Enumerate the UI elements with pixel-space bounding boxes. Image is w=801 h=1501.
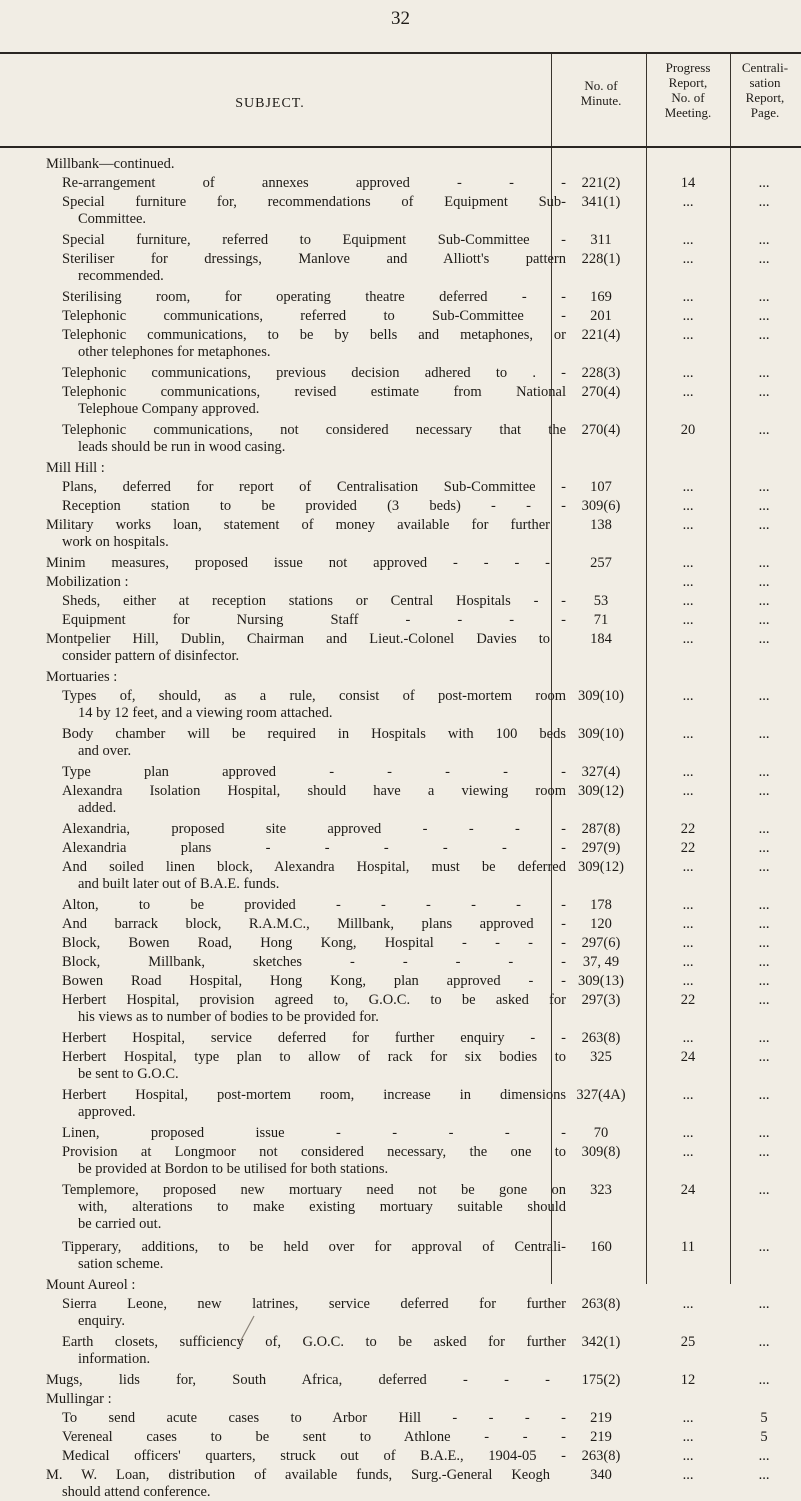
row-subject-line: Herbert Hospital, post-mortem room, increase in dimensions [62,1087,566,1103]
header-minute-line: Minute. [580,93,622,108]
row-minute: 263(8) [581,1448,621,1464]
row-minute: 297(6) [581,935,621,951]
row-central: ... [758,973,770,989]
row-subject-line: Reception station to be provided (3 beds) - - - [62,498,566,514]
row-central: ... [758,764,770,780]
row-central: ... [758,954,770,970]
header-report-line: No. of [671,90,705,105]
row-subject [62,384,566,418]
row-subject [62,1087,566,1121]
row-report: ... [682,935,694,951]
row-report: 14 [680,175,696,191]
row-subject [62,859,566,893]
row-minute: 221(4) [581,327,621,343]
row-subject-line: Alexandra Isolation Hospital, should have a viewing room [62,783,566,799]
row-minute: 178 [590,897,612,913]
row-subject [62,973,566,990]
row-minute: 297(9) [581,840,621,856]
row-minute: 37, 49 [582,954,620,970]
header-central [732,60,798,120]
row-subject [46,574,550,591]
row-subject-line: Sheds, either at reception stations or Central Hospitals - - [62,593,566,609]
row-report: ... [682,479,694,495]
row-central: ... [758,175,770,191]
row-subject-line: Re-arrangement of annexes approved - - - [62,175,566,191]
row-subject [62,1030,566,1047]
row-subject-line: Body chamber will be required in Hospitals with 100 beds [62,726,566,742]
row-subject-line: and over. [78,743,132,759]
row-central: ... [758,251,770,267]
row-minute: 287(8) [581,821,621,837]
row-subject [62,897,566,914]
row-report: ... [682,1296,694,1312]
row-subject-line: be provided at Bordon to be utilised for both stations. [78,1161,389,1177]
row-report: ... [682,1087,694,1103]
row-minute: 169 [590,289,612,305]
row-subject [62,251,566,285]
row-subject-line: Herbert Hospital, type plan to allow of rack for six bodies to [62,1049,566,1065]
top-rule [0,52,801,54]
row-central: ... [758,1467,770,1483]
row-subject [62,1049,566,1083]
row-subject [62,688,566,722]
row-minute: 107 [590,479,612,495]
row-subject-line: Military works loan, statement of money available for further [46,517,550,533]
row-subject-line: Mount Aureol : [46,1277,136,1293]
row-report: ... [682,783,694,799]
row-report: ... [682,1144,694,1160]
row-subject-line: should attend conference. [62,1484,211,1500]
row-report: ... [682,384,694,400]
row-minute: 309(10) [578,688,624,704]
row-report: 22 [680,840,696,856]
row-central: ... [758,1049,770,1065]
row-subject-line: Herbert Hospital, service deferred for further enquiry - - [62,1030,566,1046]
row-central: ... [758,821,770,837]
row-report: ... [682,498,694,514]
row-report: ... [682,954,694,970]
row-subject-line: Telephonic communications, revised estimate from National [62,384,566,400]
row-subject [62,935,566,952]
row-report: ... [682,194,694,210]
row-subject-line: Telephonic communications, previous decision adhered to . - [62,365,566,381]
row-report: ... [682,555,694,571]
row-subject-line: Alexandria, proposed site approved - - - - [62,821,566,837]
row-minute: 219 [590,1429,612,1445]
row-minute: 120 [590,916,612,932]
row-subject-line: Linen, proposed issue - - - - - [62,1125,566,1141]
row-subject [62,840,566,857]
row-subject [46,517,550,551]
row-subject-line: To send acute cases to Arbor Hill - - - - [62,1410,566,1426]
row-minute: 53 [593,593,609,609]
row-subject [62,1334,566,1368]
row-subject-line: Provision at Longmoor not considered necessary, the one to [62,1144,566,1160]
header-central-line: sation [749,75,781,90]
row-subject-line: Vereneal cases to be sent to Athlone - - - [62,1429,566,1445]
row-report: ... [682,1410,694,1426]
row-subject-line: Mobilization : [46,574,129,590]
row-minute: 221(2) [581,175,621,191]
row-minute: 325 [590,1049,612,1065]
row-report: 22 [680,821,696,837]
row-subject-line: Medical officers' quarters, struck out of B.A.E., 1904-05 - [62,1448,566,1464]
row-central: ... [758,289,770,305]
row-report: ... [682,1429,694,1445]
row-subject [62,479,566,496]
row-central: ... [758,365,770,381]
row-central: ... [758,498,770,514]
row-subject [62,1144,566,1178]
row-subject [62,593,566,610]
row-central: ... [758,574,770,590]
row-subject [62,365,566,382]
row-central: ... [758,308,770,324]
row-subject-line: And soiled linen block, Alexandra Hospital, must be deferred [62,859,566,875]
row-subject-line: and built later out of B.A.E. funds. [78,876,280,892]
row-subject-line: consider pattern of disinfector. [62,648,240,664]
row-minute: 270(4) [581,384,621,400]
row-subject-line: approved. [78,1104,136,1120]
row-central: ... [758,517,770,533]
row-central: ... [758,327,770,343]
row-report: ... [682,897,694,913]
row-report: 12 [680,1372,696,1388]
row-subject-line: with, alterations to make existing mortuary suitable should [78,1199,566,1215]
row-central: ... [758,1144,770,1160]
row-report: ... [682,1125,694,1141]
row-subject [62,1410,566,1427]
row-subject [62,612,566,629]
row-subject-line: Telephonic communications, not considered necessary that the [62,422,566,438]
row-subject [62,1125,566,1142]
row-subject [62,916,566,933]
row-report: ... [682,688,694,704]
row-minute: 70 [593,1125,609,1141]
row-central: ... [758,783,770,799]
row-subject-line: And barrack block, R.A.M.C., Millbank, plans approved - [62,916,566,932]
row-subject-line: enquiry. [78,1313,125,1329]
row-minute: 341(1) [581,194,621,210]
row-subject-line: Montpelier Hill, Dublin, Chairman and Lieut.-Colonel Davies to [46,631,550,647]
row-subject [62,308,566,325]
row-central: ... [758,1334,770,1350]
row-minute: 160 [590,1239,612,1255]
row-report: ... [682,1030,694,1046]
row-subject-line: Telephoue Company approved. [78,401,260,417]
row-report: 20 [680,422,696,438]
row-subject [62,1429,566,1446]
header-central-line: Page. [750,105,780,120]
row-subject [46,1372,550,1389]
row-central: 5 [760,1410,768,1426]
row-minute: 184 [590,631,612,647]
row-central: ... [758,1030,770,1046]
column-divider [730,54,731,1284]
row-subject [62,1239,566,1273]
row-report: ... [682,764,694,780]
row-central: ... [758,916,770,932]
pencil-mark-icon [236,1314,258,1344]
row-report: ... [682,308,694,324]
row-subject-line: recommended. [78,268,164,284]
row-subject-line: Alton, to be provided - - - - - - [62,897,566,913]
row-minute: 263(8) [581,1030,621,1046]
row-central: ... [758,935,770,951]
row-minute: 309(12) [578,783,624,799]
row-minute: 309(12) [578,859,624,875]
row-subject-line: be carried out. [78,1216,162,1232]
row-central: ... [758,479,770,495]
row-report: ... [682,574,694,590]
row-report: ... [682,251,694,267]
header-rule [0,146,801,148]
row-subject-line: Millbank—continued. [46,156,175,172]
row-subject-line: other telephones for metaphones. [78,344,271,360]
row-subject [46,631,550,665]
row-report: ... [682,365,694,381]
row-report: ... [682,1448,694,1464]
row-subject-line: Plans, deferred for report of Centralisation Sub-Committee - [62,479,566,495]
row-subject [62,289,566,306]
row-minute: 311 [590,232,612,248]
row-central: ... [758,593,770,609]
header-minute-line: No. of [584,78,618,93]
row-minute: 340 [590,1467,612,1483]
row-subject [46,1391,550,1408]
row-central: ... [758,1087,770,1103]
row-subject [62,992,566,1026]
row-report: ... [682,232,694,248]
row-minute: 219 [590,1410,612,1426]
row-central: ... [758,992,770,1008]
row-report: ... [682,517,694,533]
row-report: ... [682,631,694,647]
row-subject-line: Herbert Hospital, provision agreed to, G.O.C. to be asked for [62,992,566,1008]
row-subject [46,1277,550,1294]
row-subject-line: Steriliser for dressings, Manlove and Alliott's pattern [62,251,566,267]
row-minute: 309(13) [578,973,624,989]
row-central: ... [758,384,770,400]
row-central: ... [758,1239,770,1255]
row-central: ... [758,726,770,742]
row-subject-line: Type plan approved - - - - - [62,764,566,780]
header-subject: SUBJECT. [235,96,305,111]
row-minute: 228(3) [581,365,621,381]
row-subject-line: work on hospitals. [62,534,169,550]
row-subject-line: Minim measures, proposed issue not approved - - - - [46,555,550,571]
row-central: ... [758,688,770,704]
row-minute: 342(1) [581,1334,621,1350]
row-central: ... [758,1296,770,1312]
row-subject-line: Sterilising room, for operating theatre deferred - - [62,289,566,305]
row-subject [62,1296,566,1330]
row-subject [62,821,566,838]
row-minute: 327(4) [581,764,621,780]
row-report: ... [682,593,694,609]
row-subject-line: be sent to G.O.C. [78,1066,179,1082]
row-minute: 297(3) [581,992,621,1008]
row-minute: 309(10) [578,726,624,742]
row-subject-line: Telephonic communications, to be by bells and metaphones, or [62,327,566,343]
page-number: 32 [391,8,410,29]
row-subject [62,764,566,781]
row-subject-line: Tipperary, additions, to be held over for approval of Centrali- [62,1239,566,1255]
header-report [648,60,728,120]
row-subject [62,1182,566,1233]
header-report-line: Progress [665,60,711,75]
row-minute: 270(4) [581,422,621,438]
row-subject-line: 14 by 12 feet, and a viewing room attached. [78,705,333,721]
row-central: 5 [760,1429,768,1445]
row-subject-line: Block, Millbank, sketches - - - - - [62,954,566,970]
row-subject-line: Committee. [78,211,147,227]
row-subject-line: Types of, should, as a rule, consist of post-mortem room [62,688,566,704]
row-central: ... [758,840,770,856]
row-subject [62,175,566,192]
row-minute: 257 [590,555,612,571]
row-subject-line: Bowen Road Hospital, Hong Kong, plan approved - - [62,973,566,989]
row-subject [62,1448,566,1465]
row-subject [62,327,566,361]
row-central: ... [758,1372,770,1388]
row-subject-line: Mullingar : [46,1391,112,1407]
row-central: ... [758,232,770,248]
row-minute: 228(1) [581,251,621,267]
row-subject [46,460,550,477]
header-central-line: Centrali- [741,60,789,75]
row-subject [62,194,566,228]
row-subject [62,726,566,760]
row-minute: 71 [593,612,609,628]
row-central: ... [758,612,770,628]
row-subject-line: Block, Bowen Road, Hong Kong, Hospital - - - - [62,935,566,951]
row-report: 24 [680,1182,696,1198]
row-subject-line: Mortuaries : [46,669,118,685]
row-subject [46,669,550,686]
header-report-line: Report, [668,75,708,90]
row-subject-line: sation scheme. [78,1256,164,1272]
row-subject-line: Mill Hill : [46,460,105,476]
row-report: 22 [680,992,696,1008]
row-report: ... [682,327,694,343]
row-subject-line: M. W. Loan, distribution of available funds, Surg.-General Keogh [46,1467,550,1483]
row-report: ... [682,859,694,875]
row-minute: 175(2) [581,1372,621,1388]
row-central: ... [758,1182,770,1198]
row-subject [46,555,550,572]
row-report: 11 [681,1239,695,1255]
row-minute: 323 [590,1182,612,1198]
row-subject [62,498,566,515]
row-minute: 138 [590,517,612,533]
column-divider [646,54,647,1284]
row-central: ... [758,194,770,210]
row-central: ... [758,1448,770,1464]
row-subject [62,422,566,456]
row-subject-line: Mugs, lids for, South Africa, deferred - - - [46,1372,550,1388]
row-subject [62,954,566,971]
row-report: ... [682,973,694,989]
row-central: ... [758,859,770,875]
row-report: ... [682,1467,694,1483]
header-report-line: Meeting. [664,105,712,120]
row-subject-line: added. [78,800,117,816]
row-subject-line: Alexandria plans - - - - - - [62,840,566,856]
row-subject-line: Telephonic communications, referred to Sub-Committee - [62,308,566,324]
row-report: ... [682,726,694,742]
row-subject [46,156,550,173]
row-subject [46,1467,550,1501]
row-report: ... [682,289,694,305]
row-minute: 201 [590,308,612,324]
row-report: ... [682,916,694,932]
header-central-line: Report, [745,90,785,105]
row-minute: 309(8) [581,1144,621,1160]
row-report: 24 [680,1049,696,1065]
row-subject-line: leads should be run in wood casing. [78,439,286,455]
row-central: ... [758,422,770,438]
row-minute: 309(6) [581,498,621,514]
row-central: ... [758,555,770,571]
header-minute [556,78,646,108]
row-central: ... [758,631,770,647]
row-minute: 263(8) [581,1296,621,1312]
row-report: 25 [680,1334,696,1350]
row-subject-line: Equipment for Nursing Staff - - - - [62,612,566,628]
row-subject-line: Sierra Leone, new latrines, service deferred for further [62,1296,566,1312]
row-central: ... [758,1125,770,1141]
row-subject-line: Templemore, proposed new mortuary need not be gone on [62,1182,566,1198]
row-central: ... [758,897,770,913]
row-report: ... [682,612,694,628]
row-subject [62,783,566,817]
row-minute: 327(4A) [576,1087,626,1103]
row-subject-line: Earth closets, sufficiency of, G.O.C. to be asked for further [62,1334,566,1350]
row-subject-line: information. [78,1351,151,1367]
row-subject-line: Special furniture, referred to Equipment Sub-Committee - [62,232,566,248]
row-subject-line: Special furniture for, recommendations of Equipment Sub- [62,194,566,210]
row-subject [62,232,566,249]
row-subject-line: his views as to number of bodies to be provided for. [78,1009,379,1025]
